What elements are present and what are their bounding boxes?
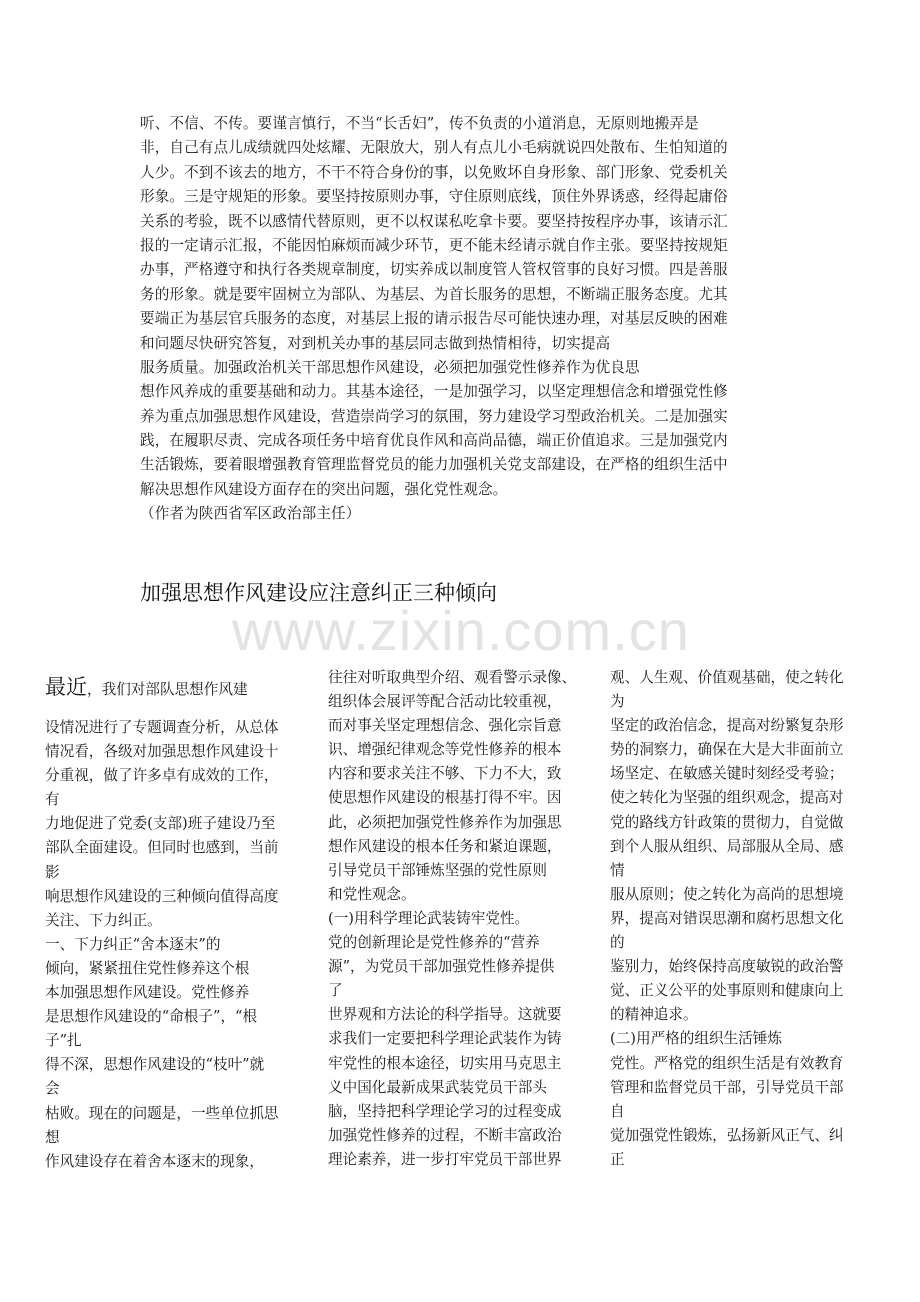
- text-line: 界，提高对错误思潮和腐朽思想文化: [610, 909, 844, 927]
- text-line: 了: [328, 982, 343, 1000]
- author-note: （作者为陕西省军区政治部主任）: [140, 505, 361, 523]
- text-line: 和党性观念。: [328, 885, 416, 903]
- text-line: 力地促进了党委(支部)班子建设乃至: [45, 815, 276, 833]
- text-line: 使之转化为坚强的组织观念，提高对: [610, 789, 844, 807]
- text-line: 人少。不到不该去的地方，不干不符合身份的事，以免败坏自身形象、部门形象、党委机关: [140, 163, 728, 181]
- text-line: 本加强思想作风建设。党性修养: [45, 984, 250, 1002]
- text-line: 服从原则；使之转化为高尚的思想境: [610, 885, 844, 903]
- text-line: 分重视，做了许多卓有成效的工作，: [45, 767, 279, 785]
- text-line: 要端正为基层官兵服务的态度，对基层上报的请示报告尽可能快速办理，对基层反映的困难: [140, 310, 728, 328]
- text-line: 脑，坚持把科学理论学习的过程变成: [328, 1102, 562, 1120]
- text-line: 和问题尽快研究答复，对到机关办事的基层同志做到热情相待，切实提高: [140, 334, 611, 352]
- text-line: 生活锻炼，要着眼增强教育管理监督党员的能力加强机关党支部建设，在严格的组织生活中: [140, 456, 728, 474]
- text-line: 非，自己有点儿成绩就四处炫耀、无限放大，别人有点儿小毛病就说四处散布、生怕知道的: [140, 139, 728, 157]
- watermark: www.zixin.com.cn: [232, 599, 690, 662]
- text-line: 识、增强纪律观念等党性修养的根本: [328, 741, 562, 759]
- text-line: 源”，为党员干部加强党性修养提供: [328, 958, 555, 976]
- text-line: 党的创新理论是党性修养的“营养: [328, 934, 540, 952]
- text-line: 倾向，紧紧扭住党性修养这个根: [45, 959, 250, 977]
- text-line: 观、人生观、价值观基础，使之转化: [610, 669, 844, 686]
- text-line: 响思想作风建设的三种倾向值得高度: [45, 887, 279, 905]
- text-line: 有: [45, 791, 60, 809]
- text-line: 关注、下力纠正。: [45, 911, 162, 929]
- text-line: 办事，严格遵守和执行各类规章制度，切实养成以制度管人管权管事的良好习惯。四是善服: [140, 261, 728, 279]
- text-line: 理论素养，进一步打牢党员干部世界: [328, 1150, 562, 1168]
- text-line: 务的形象。就是要牢固树立为部队、为基层、为首长服务的思想，不断端正服务态度。尤其: [140, 285, 728, 303]
- text-line: 场坚定、在敏感关键时刻经受考验；: [610, 765, 844, 783]
- text-line: 义中国化最新成果武装党员干部头: [328, 1078, 547, 1096]
- text-line: 牢党性的根本途径，切实用马克思主: [328, 1054, 562, 1072]
- text-line: 服务质量。加强政治机关干部思想作风建设，必须把加强党性修养作为优良思: [140, 358, 640, 376]
- text-line: 养为重点加强思想作风建设，营造崇尚学习的氛围，努力建设学习型政治机关。二是加强实: [140, 407, 728, 425]
- text-line: 会: [45, 1080, 60, 1098]
- top-paragraph: [140, 112, 790, 527]
- text-line: 影: [45, 863, 60, 881]
- text-line: 势的洞察力，确保在大是大非面前立: [610, 741, 844, 759]
- text-line: 使思想作风建设的根基打得不牢。因: [328, 789, 562, 807]
- text-line: 报的一定请示汇报，不能因怕麻烦而减少环节，更不能未经请示就自作主张。要坚持按规矩: [140, 236, 728, 254]
- text-line: 关系的考验，既不以感情代替原则，更不以权谋私吃拿卡要。要坚持按程序办事，该请示汇: [140, 212, 728, 230]
- text-line: 往往对听取典型介绍、观看警示录像、: [328, 669, 577, 686]
- text-line: 解决思想作风建设方面存在的突出问题，强化党性观念。: [140, 480, 508, 498]
- text-line: 此，必须把加强党性修养作为加强思: [328, 813, 562, 831]
- lead-line-rest: ，我们对部队思想作风建: [87, 681, 248, 698]
- text-line: 求我们一定要把科学理论武装作为铸: [328, 1030, 562, 1048]
- text-line: 情: [610, 861, 625, 879]
- text-line: 加强党性修养的过程，不断丰富政治: [328, 1126, 562, 1144]
- text-line: 想作风养成的重要基础和动力。其基本途径，一是加强学习，以坚定理想信念和增强党性修: [140, 383, 728, 401]
- text-line: 形象。三是守规矩的形象。要坚持按原则办事，守住原则底线，顶住外界诱惑，经得起庸俗: [140, 188, 728, 206]
- text-line: 作风建设存在着舍本逐末的现象，: [45, 1152, 264, 1170]
- article-title: 加强思想作风建设应注意纠正三种倾向: [140, 581, 497, 605]
- text-line: 正: [610, 1150, 625, 1168]
- text-line: 觉加强党性锻炼，弘扬新风正气、纠: [610, 1126, 844, 1144]
- text-line: 得不深，思想作风建设的“枝叶”就: [45, 1056, 265, 1074]
- text-line: 的: [610, 934, 625, 952]
- section-heading: 一、下力纠正“舍本逐末”的: [45, 935, 221, 953]
- text-line: 部队全面建设。但同时也感到，当前: [45, 839, 279, 857]
- text-line: 情况看，各级对加强思想作风建设十: [45, 743, 279, 761]
- section-heading: (一)用科学理论武装铸牢党性。: [328, 909, 530, 927]
- text-line: [45, 664, 315, 716]
- text-line: 枯败。现在的问题是，一些单位抓思: [45, 1104, 279, 1122]
- text-line: 是思想作风建设的“命根子”，“根: [45, 1008, 258, 1026]
- text-line: 践，在履职尽责、完成各项任务中培育优良作风和高尚品德，端正价值追求。三是加强党内: [140, 432, 728, 450]
- text-line: 党的路线方针政策的贯彻力，自觉做: [610, 813, 844, 831]
- text-line: 内容和要求关注不够、下力不大，致: [328, 765, 562, 783]
- column-2: [328, 666, 598, 1172]
- text-line: 组织体会展评等配合活动比较重视，: [328, 693, 562, 711]
- text-line: 管理和监督党员干部，引导党员干部: [610, 1078, 844, 1096]
- lead-word: 最近: [45, 675, 87, 699]
- text-line: 想作风建设的根本任务和紧迫课题，: [328, 837, 562, 855]
- text-line: 听、不信、不传。要谨言慎行，不当“长舌妇”，传不负责的小道消息，无原则地搬弄是: [140, 115, 699, 132]
- column-3: [610, 666, 880, 1172]
- text-line: 想: [45, 1128, 60, 1146]
- section-heading: (二)用严格的组织生活锤炼: [610, 1030, 782, 1048]
- text-line: 引导党员干部锤炼坚强的党性原则: [328, 861, 547, 879]
- column-1: [45, 664, 315, 1174]
- text-line: 世界观和方法论的科学指导。这就要: [328, 1006, 562, 1024]
- text-line: 到个人服从组织、局部服从全局、感: [610, 837, 844, 855]
- text-line: 坚定的政治信念，提高对纷繁复杂形: [610, 717, 844, 735]
- text-line: 为: [610, 693, 625, 711]
- text-line: 自: [610, 1102, 625, 1120]
- text-line: 党性。严格党的组织生活是有效教育: [610, 1054, 844, 1072]
- text-line: 觉、正义公平的处事原则和健康向上: [610, 982, 844, 1000]
- text-line: 而对事关坚定理想信念、强化宗旨意: [328, 717, 562, 735]
- text-line: 子”扎: [45, 1032, 82, 1050]
- text-line: 的精神追求。: [610, 1006, 698, 1024]
- text-line: 鉴别力，始终保持高度敏锐的政治警: [610, 958, 844, 976]
- text-line: 设情况进行了专题调查分析，从总体: [45, 719, 279, 736]
